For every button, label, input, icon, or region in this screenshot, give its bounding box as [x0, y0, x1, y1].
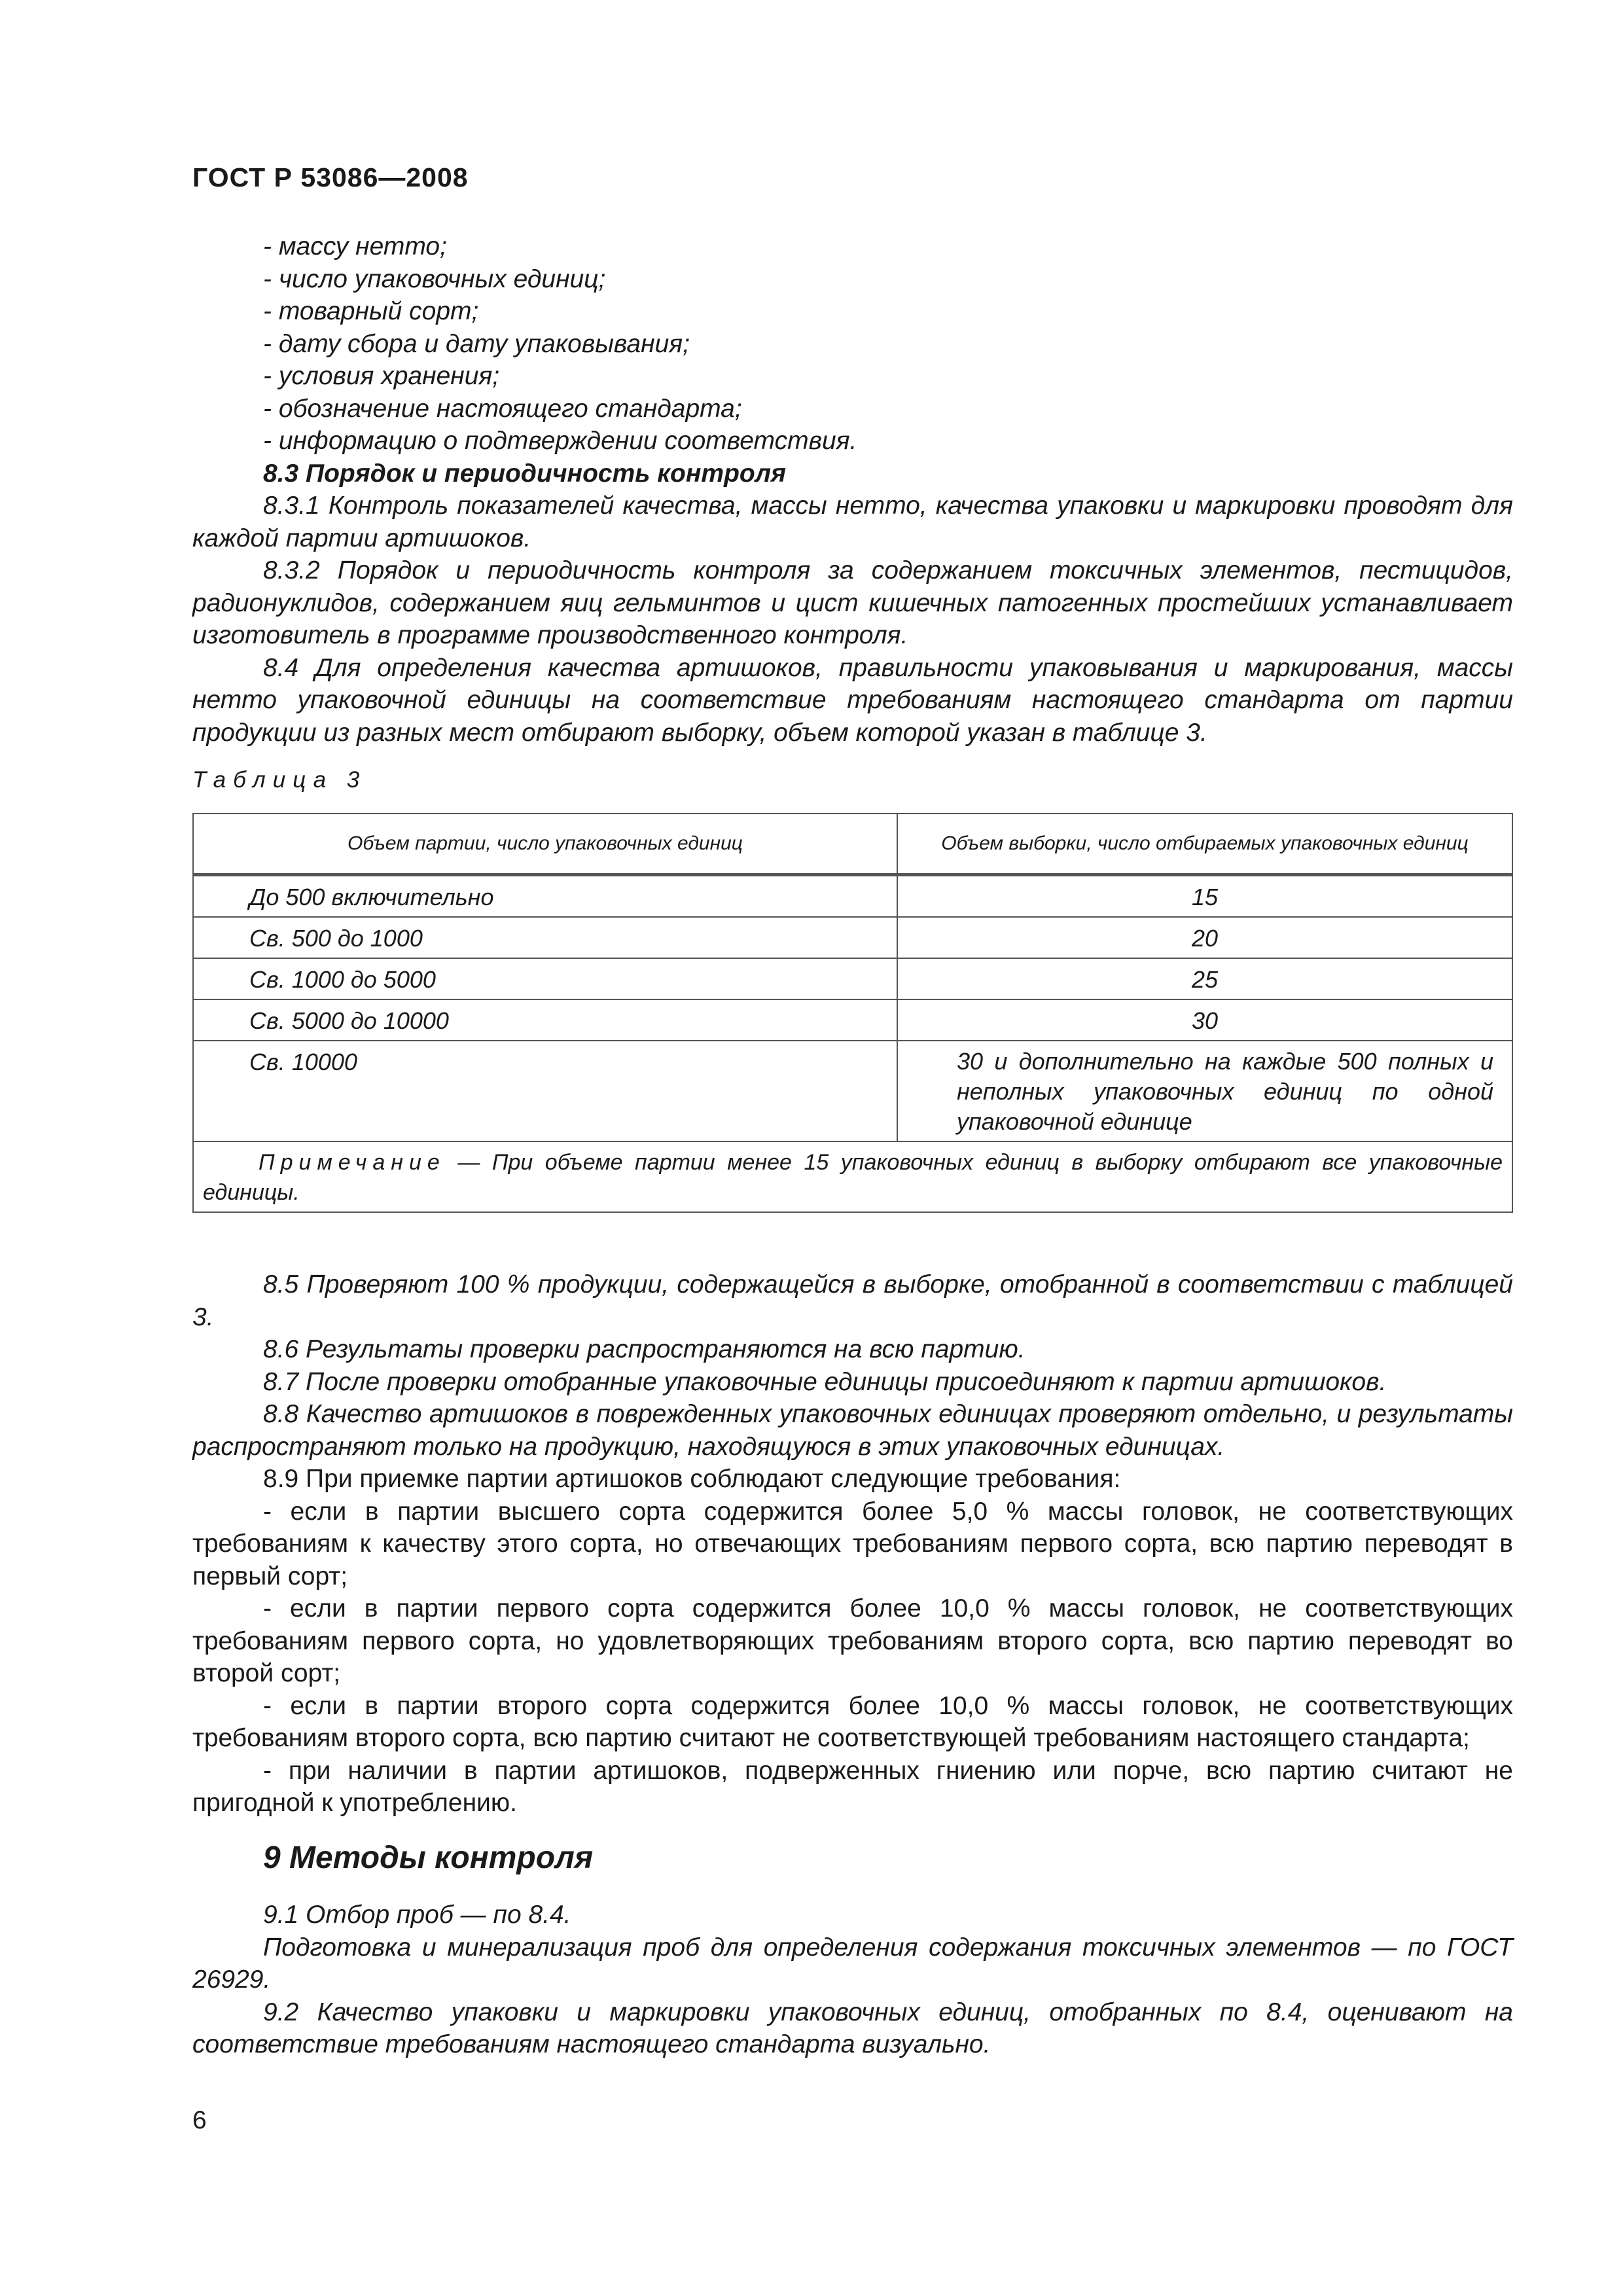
paragraph-8-4: 8.4 Для определения качества артишоков, правильности упаковывания и маркирования, массы нетто упаковочной единицы на соответствие требованиям настоящего стандарта от партии продукции из разных мест отбирают выборку, объем которой указан в таблице 3. [192, 653, 1513, 747]
table-row [193, 917, 1512, 958]
table-note [193, 1141, 1512, 1212]
paragraph-8-9: 8.9 При приемке партии артишоков соблюдают следующие требования: [263, 1465, 1121, 1493]
document-header: ГОСТ Р 53086—2008 [192, 162, 469, 192]
paragraph-8-3-2: 8.3.2 Порядок и периодичность контроля за содержанием токсичных элементов, пестицидов, радионуклидов, содержанием яиц гельминтов и цист кишечных патогенных простейших устанавливает изготовитель в программе производственного контроля. [192, 556, 1513, 649]
list-item: - если в партии высшего сорта содержится более 5,0 % массы головок, не соответствующих требованиям к качеству этого сорта, но отвечающих требованиям первого сорта, всю партию переводят в первый сорт; [192, 1497, 1513, 1590]
section-9-heading: 9 Методы контроля [263, 1840, 594, 1875]
table-header-cell: Объем партии, число упаковочных единиц [193, 814, 897, 875]
table-cell: Св. 500 до 1000 [193, 917, 897, 958]
page-number: 6 [192, 2106, 207, 2134]
paragraph-8-8: 8.8 Качество артишоков в поврежденных упаковочных единицах проверяют отдельно, и результаты распространяют только на продукцию, находящуюся в этих упаковочных единицах. [192, 1400, 1513, 1461]
table-3 [192, 813, 1513, 1213]
paragraph-9-2: 9.2 Качество упаковки и маркировки упаковочных единиц, отобранных по 8.4, оценивают на соответствие требованиям настоящего стандарта визуально. [192, 1998, 1513, 2058]
paragraph-9-1: 9.1 Отбор проб — по 8.4. [263, 1901, 571, 1929]
table-cell: Св. 1000 до 5000 [193, 958, 897, 999]
table-cell: До 500 включительно [193, 875, 897, 918]
table-cell: 15 [897, 875, 1512, 918]
table-row [193, 958, 1512, 999]
table-cell: 30 и дополнительно на каждые 500 полных и неполных упаковочных единиц по одной упаковочной единице [897, 1041, 1512, 1141]
list-item: - обозначение настоящего стандарта; [263, 394, 742, 423]
list-item: - товарный сорт; [263, 297, 479, 325]
note-label: Примечание [259, 1150, 446, 1175]
table-row [193, 1041, 1512, 1141]
paragraph-8-5: 8.5 Проверяют 100 % продукции, содержащейся в выборке, отобранной в соответствии с таблицей 3. [192, 1270, 1513, 1331]
paragraph-8-6: 8.6 Результаты проверки распространяются на всю партию. [263, 1335, 1026, 1363]
section-8-text-top [192, 230, 1513, 749]
list-item: - информацию о подтверждении соответствия. [263, 427, 857, 455]
table-header-cell: Объем выборки, число отбираемых упаковочных единиц [897, 814, 1512, 875]
list-item: - при наличии в партии артишоков, подверженных гниению или порче, всю партию считают не пригодной к употреблению. [192, 1756, 1513, 1817]
paragraph-8-3-1: 8.3.1 Контроль показателей качества, массы нетто, качества упаковки и маркировки проводят для каждой партии артишоков. [192, 492, 1513, 552]
table-row [193, 875, 1512, 918]
table-note-row [193, 1141, 1512, 1212]
list-item: - если в партии первого сорта содержится более 10,0 % массы головок, не соответствующих требованиям первого сорта, но удовлетворяющих требованиям второго сорта, всю партию переводят во второй сорт; [192, 1594, 1513, 1687]
table-caption: Таблица 3 [192, 767, 367, 793]
paragraph-9-1b: Подготовка и минерализация проб для определения содержания токсичных элементов — по ГОСТ 26929. [192, 1933, 1513, 1994]
note-text: — При объеме партии менее 15 упаковочных единиц в выборку отбирают все упаковочные единицы. [203, 1150, 1503, 1205]
table-cell: 30 [897, 999, 1512, 1041]
table-cell: 25 [897, 958, 1512, 999]
section-8-text-bottom [192, 1268, 1513, 2061]
list-item: - число упаковочных единиц; [263, 264, 606, 293]
paragraph-8-7: 8.7 После проверки отобранные упаковочные единицы присоединяют к партии артишоков. [263, 1367, 1387, 1396]
table-cell: Св. 10000 [193, 1041, 897, 1141]
list-item: - дату сбора и дату упаковывания; [263, 329, 690, 358]
list-item: - условия хранения; [263, 362, 500, 390]
table-row [193, 999, 1512, 1041]
list-item: - массу нетто; [263, 232, 447, 260]
table-header-row [193, 814, 1512, 875]
table-cell: Св. 5000 до 10000 [193, 999, 897, 1041]
table-cell: 20 [897, 917, 1512, 958]
section-8-3-heading: 8.3 Порядок и периодичность контроля [263, 459, 786, 488]
list-item: - если в партии второго сорта содержится более 10,0 % массы головок, не соответствующих требованиям второго сорта, всю партию считают не соответствующей требованиям настоящего стандарта; [192, 1691, 1513, 1752]
